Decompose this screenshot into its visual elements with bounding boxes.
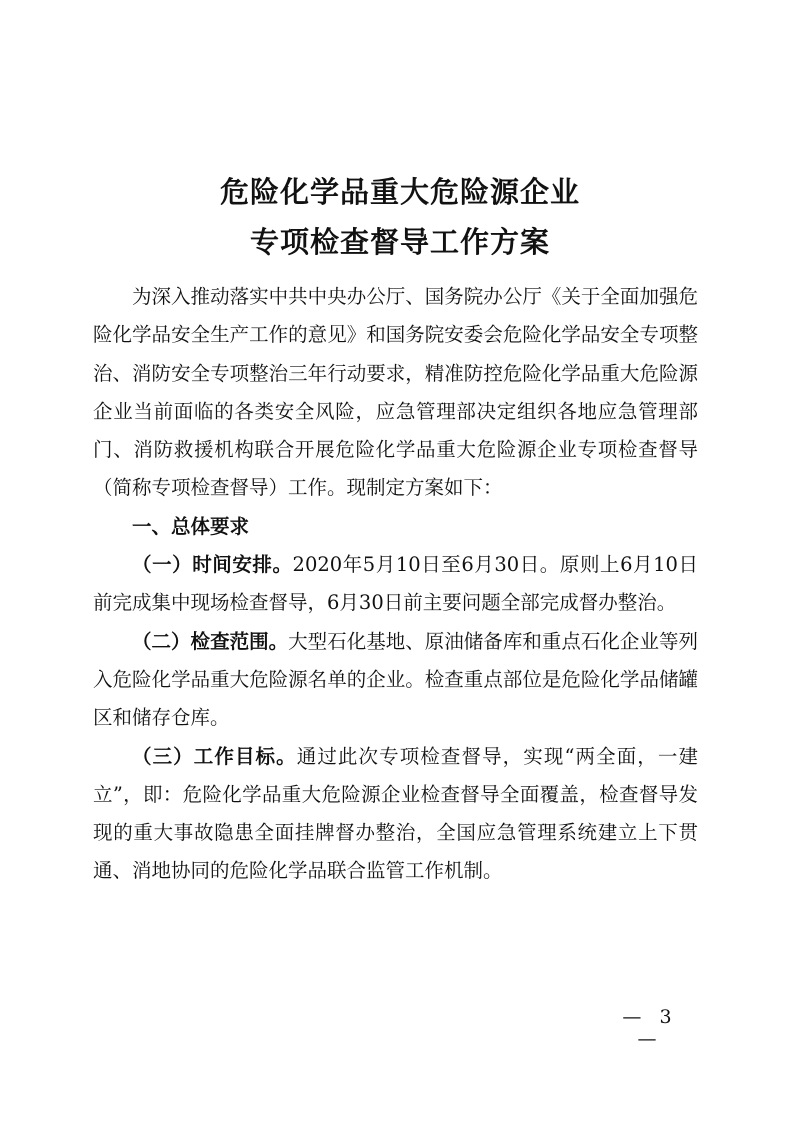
intro-paragraph: 为深入推动落实中共中央办公厅、国务院办公厅《关于全面加强危险化学品安全生产工作的意见》和国务院安委会危险化学品安全专项整治、消防安全专项整治三年行动要求，精准防控危险化学品重大危险源企业当前面临的各类安全风险，应急管理部决定组织各地应急管理部门、消防救援机构联合开展危险化学品重大危险源企业专项检查督导（简称专项检查督导）工作。现制定方案如下： bbox=[93, 285, 698, 500]
document-title-line-1: 危险化学品重大危险源企业 bbox=[219, 175, 580, 209]
paragraph-text: 2020年5月10日至6月30日。原则上6月10日前完成集中现场检查督导，6月30日前主要问题全部完成督办整治。 bbox=[93, 553, 698, 615]
paragraph-inspection-scope bbox=[93, 623, 698, 738]
document-body bbox=[93, 278, 698, 891]
paragraph-time-schedule bbox=[93, 546, 698, 623]
paragraph-text: 通过此次专项检查督导，实现“两全面，一建立”，即：危险化学品重大危险源企业检查督导全面覆盖，检查督导发现的重大事故隐患全面挂牌督办整治，全国应急管理系统建立上下贯通、消地协同的危险化学品联合监管工作机制。 bbox=[93, 744, 698, 883]
paragraph-lead: （三）工作目标。 bbox=[132, 744, 297, 768]
paragraph-work-goals bbox=[93, 738, 698, 891]
page-number: — 3 — bbox=[622, 1006, 678, 1050]
paragraph-text: 大型石化基地、原油储备库和重点石化企业等列入危险化学品重大危险源名单的企业。检查重点部位是危险化学品储罐区和储存仓库。 bbox=[93, 629, 698, 730]
document-title-line-2: 专项检查督导工作方案 bbox=[249, 225, 550, 259]
paragraph-lead: （一）时间安排。 bbox=[132, 553, 293, 577]
section-heading: 一、总体要求 bbox=[132, 514, 250, 538]
paragraph-lead: （二）检查范围。 bbox=[132, 629, 289, 653]
